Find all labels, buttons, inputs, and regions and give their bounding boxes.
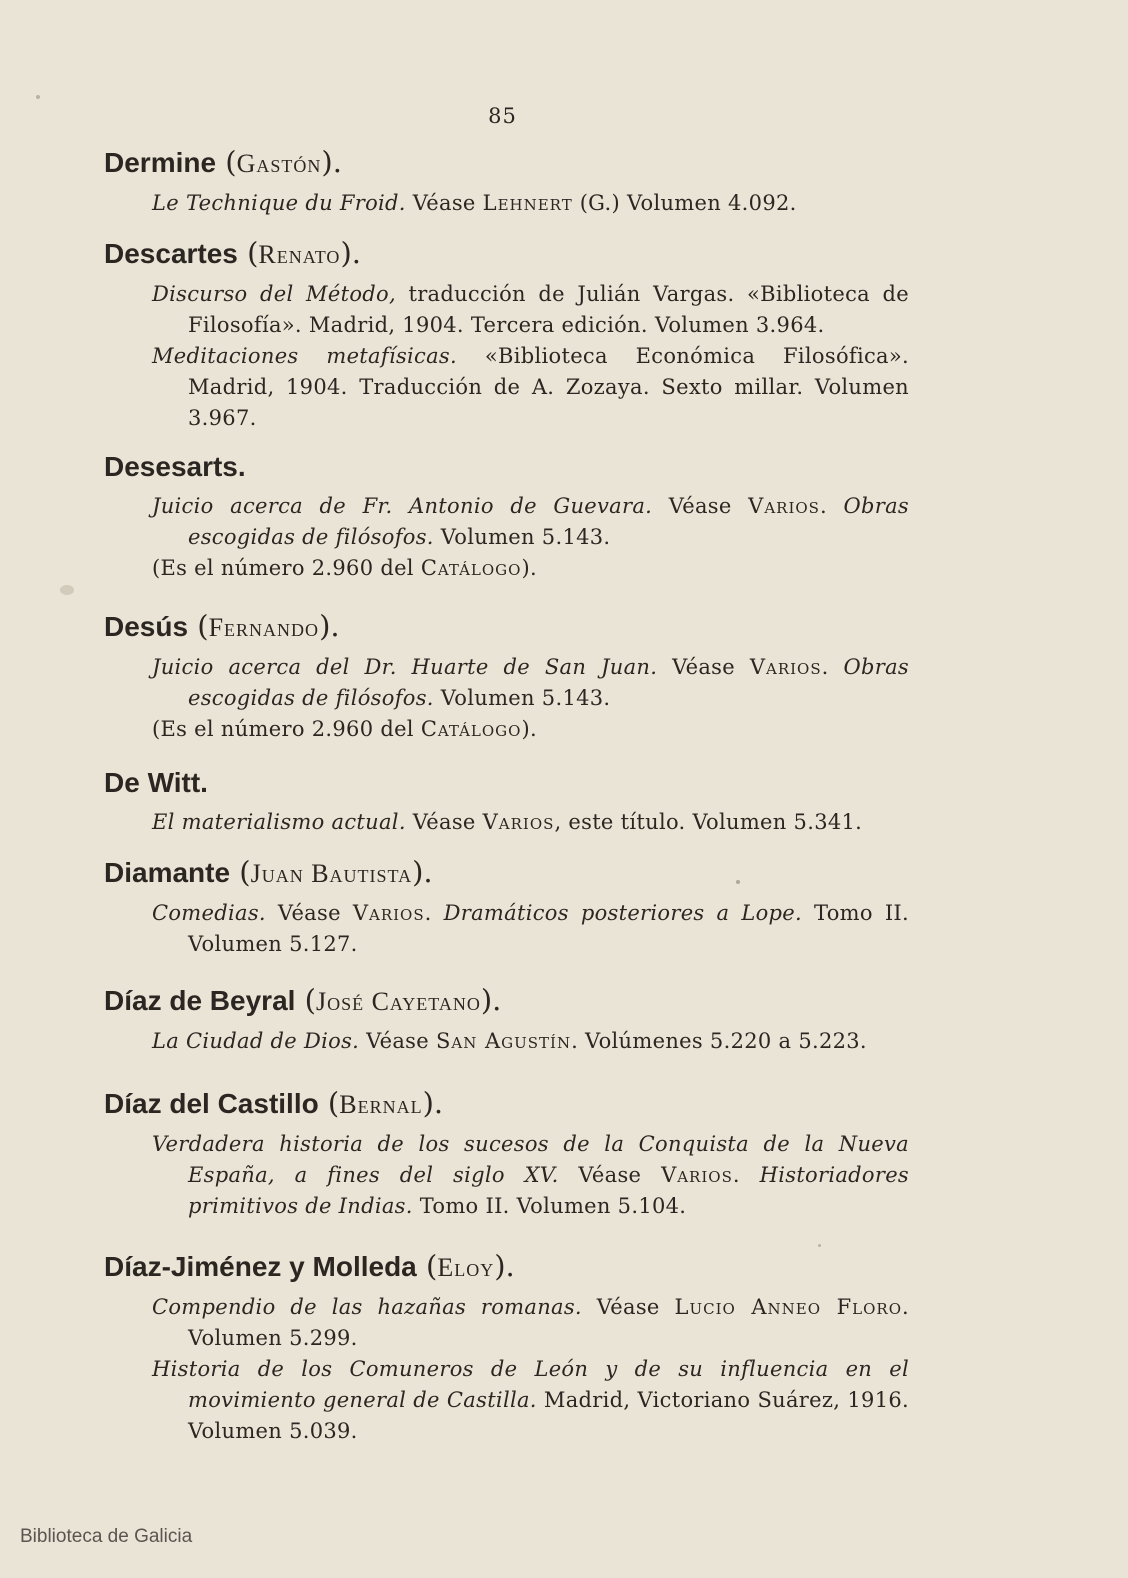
work-title: Comedias. [152,901,266,925]
work-text: Véase [558,1163,662,1187]
cross-reference: Varios [749,655,822,679]
entry-heading [104,448,909,485]
cross-reference: Varios [748,494,820,518]
entry-heading [104,764,909,801]
entry-heading: Desús (Fernando). [104,609,340,643]
paper-speck [736,880,740,884]
work-text: Véase [657,655,750,679]
work-text: . [819,494,844,518]
work-text: Véase [405,810,483,834]
work-item [152,898,909,960]
cross-reference: Varios [352,901,425,925]
work-title: Verdadera historia de los sucesos de la Conquista de la Nueva España, a fines del siglo XV. [152,1132,909,1187]
entry-given-name: José Cayetano [315,987,481,1016]
entry-given-name: Eloy [437,1253,495,1282]
entry-de-witt [104,764,909,838]
library-watermark: Biblioteca de Galicia [20,1526,193,1547]
entry-given-name: Juan Bautista [250,859,413,888]
entry-heading: Diamante (Juan Bautista). [104,855,433,889]
catalog-reference: Catálogo [420,717,522,741]
entry-diaz-jimenez-y-molleda [104,1248,909,1447]
work-title: El materialismo actual. [152,810,406,834]
work-title: Historia de los Comuneros de León y de su influencia en el movimiento general de Castilla. [152,1357,909,1412]
entry-diamante [104,854,909,960]
collection-title: Obras escogidas de filósofos. [188,655,909,710]
work-text: Véase [359,1029,436,1053]
collection-title: Obras escogidas de filósofos. [188,494,909,549]
work-item [152,1026,909,1057]
paper-speck [60,585,74,595]
work-title: Discurso del Método, [152,282,396,306]
cross-reference: Varios [661,1163,733,1187]
work-title: Meditaciones metafísicas. [152,344,457,368]
work-item [152,807,909,838]
entry-given-name: Fernando [208,613,320,642]
entry-surname: Díaz de Beyral [104,985,296,1016]
work-title: La Ciudad de Dios. [152,1029,360,1053]
note-text: ). [521,717,537,741]
entry-descartes [104,235,909,434]
cross-reference: Lehnert [482,191,573,215]
work-details: , este título. Volumen 5.341. [554,810,863,834]
cross-reference: Lucio Anneo Floro [674,1295,903,1319]
entry-surname: Desesarts. [104,451,246,482]
page-number: 85 [488,104,517,128]
collection-title: Dramáticos posteriores a Lope. [443,901,803,925]
cross-reference: Varios [482,810,555,834]
paper-speck [36,95,40,99]
entry-surname: Díaz del Castillo [104,1088,319,1119]
entry-surname: Descartes [104,238,238,269]
work-details: traducción de Julián Vargas. «Biblioteca de Filosofía». Madrid, 1904. Tercera edición. Volumen 3.964. [188,282,909,337]
note-text: ). [521,556,537,580]
entry-heading: Descartes (Renato). [104,236,361,270]
work-text: Véase [265,901,353,925]
entry-given-name: Bernal [339,1090,423,1119]
work-title: Compendio de las hazañas romanas. [152,1295,582,1319]
entry-heading: Díaz de Beyral (José Cayetano). [104,983,502,1017]
entry-heading: Díaz-Jiménez y Molleda (Eloy). [104,1249,515,1283]
work-text: Véase [581,1295,675,1319]
work-text: Véase [405,191,483,215]
work-text: . [821,655,844,679]
work-details: Madrid, Victoriano Suárez, 1916. Volumen 5.039. [188,1388,909,1443]
work-text: . [732,1163,760,1187]
catalog-reference: Catálogo [420,556,522,580]
note-text: (Es el número 2.960 del [152,556,421,580]
entry-heading: Dermine (Gastón). [104,145,342,179]
cross-reference: San Agustín [435,1029,572,1053]
catalog-note [152,553,909,584]
entry-heading: Díaz del Castillo (Bernal). [104,1086,444,1120]
entry-surname: Dermine [104,147,217,178]
entry-surname: Díaz-Jiménez y Molleda [104,1251,417,1282]
entry-desesarts [104,448,909,584]
work-text: . [424,901,444,925]
catalog-note [152,714,909,745]
work-item [152,1292,909,1354]
entry-given-name: Renato [258,240,341,269]
work-details: Volumen 5.143. [433,686,611,710]
collection-title: Historiadores primitivos de Indias. [188,1163,910,1218]
work-item [152,1354,909,1447]
entry-given-name: Gastón [236,149,322,178]
work-details: Volumen 5.143. [433,525,611,549]
work-item [152,341,909,434]
work-details: Tomo II. Volumen 5.104. [412,1194,687,1218]
work-details: (G.) Volumen 4.092. [572,191,797,215]
work-item [152,491,909,553]
work-details: «Biblioteca Económica Filosófica». Madrid, 1904. Traducción de A. Zozaya. Sexto millar. Volumen 3.967. [188,344,909,430]
work-title: Juicio acerca de Fr. Antonio de Guevara. [152,494,653,518]
note-text: (Es el número 2.960 del [152,717,421,741]
work-item [152,188,909,219]
work-title: Juicio acerca del Dr. Huarte de San Juan. [152,655,658,679]
work-text: Véase [652,494,749,518]
entry-diaz-del-castillo [104,1085,909,1222]
work-item [152,279,909,341]
entry-desus [104,608,909,745]
work-details: . Volumen 5.299. [188,1295,909,1350]
work-title: Le Technique du Froid. [152,191,406,215]
entry-dermine [104,144,909,219]
entry-surname: Desús [104,611,189,642]
entry-diaz-de-beyral [104,982,909,1057]
paper-speck [818,1244,821,1247]
work-details: . Volúmenes 5.220 a 5.223. [571,1029,867,1053]
entry-surname: Diamante [104,857,231,888]
work-item [152,652,909,714]
entry-surname: De Witt. [104,767,208,798]
work-details: Tomo II. Volumen 5.127. [188,901,910,956]
work-item [152,1129,909,1222]
